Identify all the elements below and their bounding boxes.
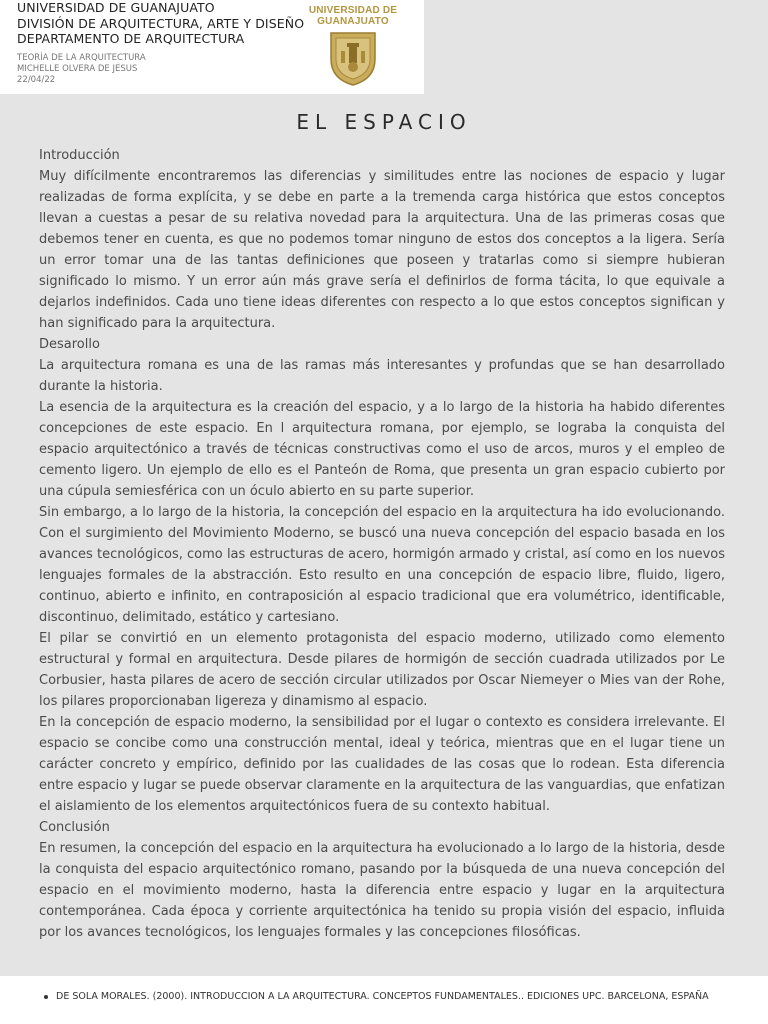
paragraph-intro: Muy difícilmente encontraremos las diferencias y similitudes entre las nociones de espacio y lugar realizadas de forma explícita, y se debe en parte a la tremenda carga histórica que estos conceptos llevan a cuestas a pesar de su relativa novedad para la arquitectura. Una de las primeras cosas que debemos tener en cuenta, es que no podemos tomar ninguno de estos dos conceptos a la ligera. Sería un error tomar una de las tantas definiciones que poseen y tratarlas como si siempre hubieran significado lo mismo. Y un error aún más grave sería el definirlos de forma tácita, lo que equivale a dejarlos indefinidos. Cada uno tiene ideas diferentes con respecto a lo que estos conceptos significan y han significado para la arquitectura. xyxy=(39,169,725,331)
paragraph-pillar: El pilar se convirtió en un elemento protagonista del espacio moderno, utilizado como elemento estructural y formal en arquitectura. Desde pilares de hormigón de sección cuadrada utilizados por Le Corbusier, hasta pilares de acero de sección circular utilizados por Oscar Niemeyer o Mies van der Rohe, los pilares proporcionaban ligereza y dinamismo al espacio. xyxy=(39,631,725,709)
paragraph-modern-movement: Sin embargo, a lo largo de la historia, la concepción del espacio en la arquitectura ha ido evolucionando. Con el surgimiento del Movimiento Moderno, se buscó una nueva concepción del espacio basada en los avances tecnológicos, como las estructuras de acero, hormigón armado y cristal, así como en los nuevos lenguajes formales de la abstracción. Esto resulto en una concepción de espacio libre, fluido, ligero, continuo, abierto e infinito, en contraposición al espacio tradicional que era volumétrico, identificable, discontinuo, delimitado, estático y cartesiano. xyxy=(39,505,725,625)
document-body xyxy=(39,145,725,943)
paragraph-roman-architecture: La arquitectura romana es una de las ramas más interesantes y profundas que se han desarrollado durante la historia. xyxy=(39,358,725,394)
document-date: 22/04/22 xyxy=(17,75,56,85)
author-name: MICHELLE OLVERA DE JESUS xyxy=(17,64,138,74)
logo-text-line2: GUANAJUATO xyxy=(317,15,389,27)
reference-text: DE SOLA MORALES. (2000). INTRODUCCION A LA ARQUITECTURA. CONCEPTOS FUNDAMENTALES.. EDICIONES UPC. BARCELONA, ESPAÑA xyxy=(56,991,709,1002)
paragraph-conclusion: En resumen, la concepción del espacio en la arquitectura ha evolucionado a lo largo de la historia, desde la conquista del espacio arquitectónico romano, pasando por la búsqueda de una nueva concepción del espacio en el movimiento moderno, hasta la diferencia entre espacio y lugar en la arquitectura contemporánea. Cada época y corriente arquitectónica ha tenido su propia visión del espacio, influida por los avances tecnológicos, los lenguajes formales y las concepciones filosóficas. xyxy=(39,841,725,940)
section-heading-desarrollo: Desarollo xyxy=(39,337,100,352)
bullet-icon xyxy=(44,995,48,999)
institution-block xyxy=(17,0,304,47)
document-title: EL ESPACIO xyxy=(296,110,472,134)
logo-text-line1: UNIVERSIDAD DE xyxy=(308,5,398,16)
paragraph-essence: La esencia de la arquitectura es la creación del espacio, y a lo largo de la historia ha habido diferentes concepciones de este espacio. En l arquitectura romana, por ejemplo, se lograba la conquista del espacio arquitectónico a través de técnicas constructivas como el uso de arcos, muros y el empleo de cemento ligero. Un ejemplo de ello es el Panteón de Roma, que presenta un gran espacio cubierto por una cúpula semiesférica con un óculo abierto en su parte superior. xyxy=(39,400,725,499)
paragraph-place: En la concepción de espacio moderno, la sensibilidad por el lugar o contexto es considera irrelevante. El espacio se concibe como una construcción mental, ideal y teórica, mientras que en el lugar tiene un carácter concreto y empírico, definido por las cualidades de las cosas que lo rodean. Esta diferencia entre espacio y lugar se puede observar claramente en la arquitectura de las vanguardias, que enfatizan el aislamiento de los elementos arquitectónicos fuera de su contexto habitual. xyxy=(39,715,725,814)
institution-line-university: UNIVERSIDAD DE GUANAJUATO xyxy=(17,0,215,15)
header-block xyxy=(0,0,424,94)
section-heading-conclusion: Conclusión xyxy=(39,820,110,835)
university-seal-icon xyxy=(327,29,379,87)
institution-line-division: DIVISIÓN DE ARQUITECTURA, ARTE Y DISEÑO xyxy=(17,15,305,31)
university-logo xyxy=(304,6,402,88)
institution-line-department: DEPARTAMENTO DE ARQUITECTURA xyxy=(17,31,245,46)
reference-item xyxy=(44,991,709,1002)
footer-references xyxy=(0,976,768,1024)
section-heading-introduccion: Introducción xyxy=(39,148,120,163)
course-name: TEORÍA DE LA ARQUITECTURA xyxy=(17,53,146,63)
document-meta xyxy=(17,53,146,86)
